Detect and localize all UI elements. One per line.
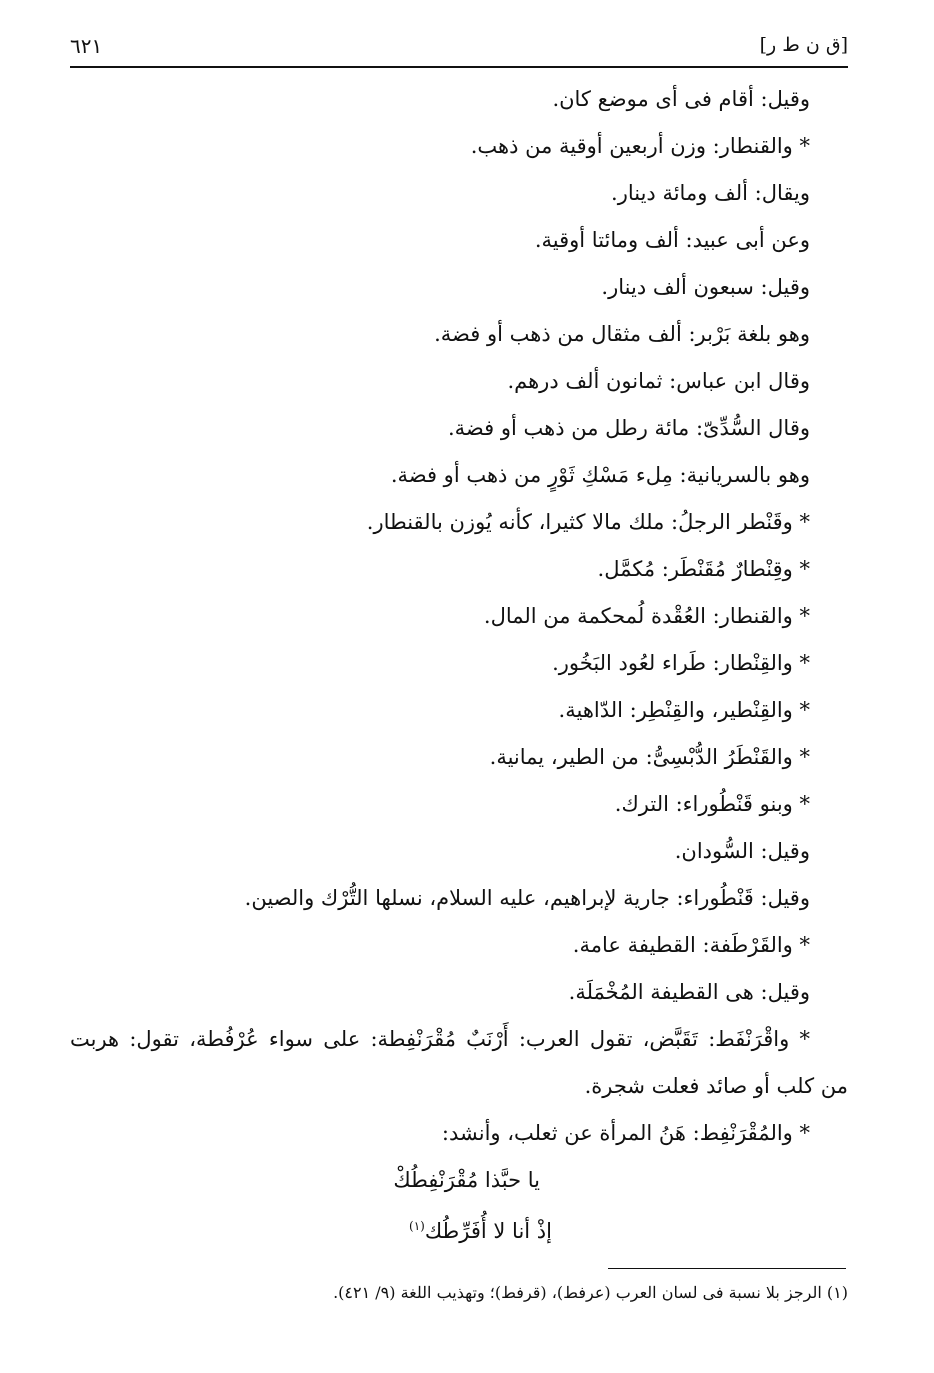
footnote — [70, 1280, 848, 1306]
text-line: * وقَنْطر الرجلُ: ملك مالا كثيرا، كأنه يُوزن بالقنطار. — [366, 510, 810, 534]
footnote-rule — [608, 1268, 846, 1269]
text-line: * وقِنْطارٌ مُقَنْطَر: مُكمَّل. — [597, 557, 810, 581]
text-line: * واقْرَنْفَط: تَقَبَّض، تقول العرب: أَرْنَبٌ مُقْرَنْفِطة: على سواء عُرْفُطة، تقول: هربت — [70, 1027, 810, 1051]
text-line: * والقنطار: العُقْدة لُمحكمة من المال. — [483, 604, 810, 628]
text-line: * والقنطار: وزن أربعين أوقية من ذهب. — [470, 134, 810, 158]
text-line: وهو بلغة بَرْبر: ألف مثقال من ذهب أو فضة. — [434, 322, 810, 346]
verse-line — [70, 1203, 848, 1249]
entry-body — [70, 76, 848, 1249]
text-line: وقيل: قَنْطُوراء: جارية لإبراهيم، عليه السلام، نسلها التُّرْك والصين. — [244, 886, 810, 910]
text-line: وقال ابن عباس: ثمانون ألف درهم. — [507, 369, 810, 393]
text-line: * والقِنْطير، والقِنْطِر: الدّاهية. — [558, 698, 810, 722]
text-line: * والقَرْطَفة: القطيفة عامة. — [572, 933, 810, 957]
footnote-marker: (١) — [826, 1283, 848, 1302]
text-line: وقيل: سبعون ألف دينار. — [601, 275, 810, 299]
footnote-text: الرجز بلا نسبة فى لسان العرب (عرفط)، (قرفط)؛ وتهذيب اللغة (٩/ ٤٢١). — [333, 1283, 822, 1302]
page-header — [70, 30, 848, 68]
text-line: وقيل: أقام فى أى موضع كان. — [552, 87, 810, 111]
text-line: ويقال: ألف ومائة دينار. — [611, 181, 810, 205]
text-line: وعن أبى عبيد: ألف ومائتا أوقية. — [534, 228, 810, 252]
text-line: وهو بالسريانية: مِلء مَسْكِ ثَوْرٍ من ذهب أو فضة. — [390, 463, 810, 487]
text-line: وقيل: السُّودان. — [674, 839, 810, 863]
root-reference: [ق ن ط ر] — [759, 34, 848, 56]
verse-line: يا حبَّذا مُقْرَنْفِطُكْ — [393, 1168, 540, 1192]
text-line: * والقَنْطَرُ الدُّبْسِىُّ: من الطير، يمانية. — [489, 745, 810, 769]
text-line: * وبنو قَنْطُوراء: الترك. — [614, 792, 810, 816]
text-line: وقال السُّدِّىّ: مائة رطل من ذهب أو فضة. — [447, 416, 810, 440]
footnote-ref: (١) — [409, 1219, 425, 1233]
text-line: وقيل: هى القطيفة المُخْمَلَة. — [568, 980, 810, 1004]
text-line: * والقِنْطار: طَراء لعُود البَخُور. — [552, 651, 810, 675]
text-line: من كلب أو صائد فعلت شجرة. — [584, 1074, 848, 1098]
text-line: * والمُقْرَنْفِط: هَنُ المرأة عن ثعلب، وأنشد: — [441, 1121, 810, 1145]
verse-text: إذْ أنا لا أُفَرِّطُك — [424, 1219, 552, 1243]
page-number: ٦٢١ — [70, 34, 103, 58]
